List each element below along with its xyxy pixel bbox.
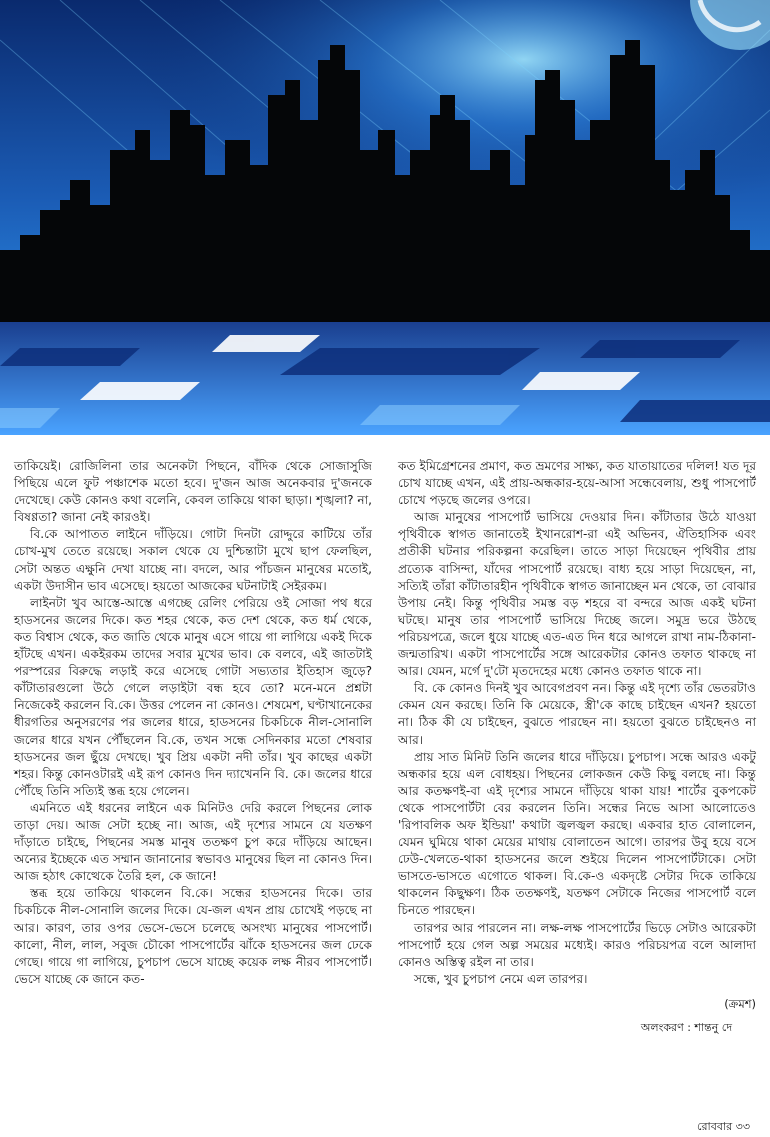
paragraph: এমনিতে এই ধরনের লাইনে এক মিনিটও দেরি করলে পিছনের লোক তাড়া দেয়। আজ সেটা হচ্ছে না। আজ, এই দৃশ্যের সামনে যে যতক্ষণ দাঁড়াতে চাইছে, পিছনের সমস্ত মানুষ ততক্ষণ চুপ করে দাঁড়িয়ে আছেন। অন্যের ইচ্ছেকে এত সম্মান জানানোর স্বভাবও মানুষের ছিল না কোনও দিন। আজ হঠাৎ কোত্থেকে তৈরি হল, কে জানে! — [14, 800, 372, 884]
paragraph: বি. কে কোনও দিনই খুব আবেগপ্রবণ নন। কিন্তু এই দৃশ্যে তাঁর ভেতরটাও কেমন যেন করছে। তিনি কি মেয়েকে, স্ত্রী'কে কাছে চাইছেন এখন? হয়তো না। ঠিক কী যে চাইছেন, বুঝতে পারছেন না। হয়তো বুঝতে চাইছেনও না আর। — [398, 681, 756, 747]
paragraph: লাইনটা খুব আস্তে-আস্তে এগচ্ছে রেলিং পেরিয়ে ওই সোজা পথ ধরে হাডসনের জলের দিকে। কত শহর থেকে, কত দেশ থেকে, কত ধর্ম থেকে, কত বিশ্বাস থেকে, কত জাতি থেকে মানুষ এসে গায়ে গা লাগিয়ে একই দিকে হাঁটছে এখন। একইরকম তাদের সবার মুখের ভাব। কে বলবে, এই জাতটাই পরস্পরের বিরুদ্ধে লড়াই করে এসেছে গোটা সভ্যতার ইতিহাস জুড়ে? কাঁটাতারগুলো উঠে গেলে লড়াইটা বন্ধ হবে তো? মনে-মনে প্রশ্নটা নিজেকেই করলেন বি.কে। উত্তর পেলেন না কোনও। শেষমেশ, ঘণ্টাখানেকের ধীরগতির অনুসরণের পর জলের ধারে, হাডসনের চিকচিকে নীল-সোনালি জলের ধারে যখন পৌঁছলেন বি.কে, তখন সন্ধে সেদিনকার মতো শেষবার হাডসনের জল ছুঁয়ে দেখছে। খুব প্রিয় একটা নদী তাঁর। খুব কাছের একটা শহর। কিন্তু কোনওটারই এই রূপ কোনও দিন দ্যাখেননি বি. কে। জলের ধারে পৌঁছে তিনি সত্যিই স্তব্ধ হয়ে গেলেন। — [14, 595, 372, 798]
article-left-column — [14, 458, 372, 988]
continued-note: (ক্রমশ) — [724, 996, 756, 1011]
page-folio: রোববার ৩৩ — [697, 1120, 750, 1133]
paragraph: কত ইমিগ্রেশনের প্রমাণ, কত ভ্রমণের সাক্ষ্য, কত যাতায়াতের দলিল! যত দূর চোখ যাচ্ছে এখন, এই প্রায়-অন্ধকার-হয়ে-আসা সন্ধেবেলায়, শুধু পাসপোর্ট চোখে পড়ছে জলের ওপরে। — [398, 459, 756, 508]
paragraph: প্রায় সাত মিনিট তিনি জলের ধারে দাঁড়িয়ে। চুপচাপ। সন্ধে আরও একটু অন্ধকার হয়ে এল বোধহয়। পিছনের লোকজন কেউ কিছু বলছে না। কিন্তু আর কতক্ষণই-বা এই দৃশ্যের সামনে দাঁড়িয়ে থাকা যায়! শার্টের বুকপকেট থেকে পাসপোর্টটা বের করলেন তিনি। সন্ধের নিভে আসা আলোতেও 'রিপাবলিক অফ ইন্ডিয়া' কথাটা জ্বলজ্বল করছে। একবার হাত বোলালেন, যেমন ঘুমিয়ে থাকা মেয়ের মাথায় বোলাতেন আগে। তারপর উবু হয়ে বসে ঢেউ-খেলতে-থাকা হাডসনের জলে শুইয়ে দিলেন পাসপোর্টটাকে। সেটা ভাসতে-ভাসতে এগোতে থাকল। বি.কে-ও একদৃষ্টে সেটার দিকে তাকিয়ে থাকলেন কিছুক্ষণ। ঠিক ততক্ষণই, যতক্ষণ সেটাকে নিজের পাসপোর্ট বলে চিনতে পারছেন। — [398, 749, 756, 918]
paragraph: স্তব্ধ হয়ে তাকিয়ে থাকলেন বি.কে। সন্ধের হাডসনের দিকে। তার চিকচিকে নীল-সোনালি জলের দিকে। যে-জল এখন প্রায় চোখেই পড়ছে না আর। কারণ, তার ওপর ভেসে-ভেসে চলেছে অসংখ্য মানুষের পাসপোর্ট। কালো, নীল, লাল, সবুজ চৌকো পাসপোর্টের ঝাঁকে হাডসনের জল ঢেকে গেছে। গায়ে গা লাগিয়ে, চুপচাপ ভেসে যাচ্ছে কয়েক লক্ষ নীরব পাসপোর্ট। ভেসে যাচ্ছে কে জানে কত- — [14, 886, 372, 986]
paragraph: বি.কে আপাতত লাইনে দাঁড়িয়ে। গোটা দিনটা রোদ্দুরে কাটিয়ে তাঁর চোখ-মুখ তেতে রয়েছে। সকাল থেকে যে দুশ্চিন্তাটা মুখে ছাপ ফেলছিল, সেটা অন্তত এক্ষুনি দেখা যাচ্ছে না। বদলে, আর পাঁচজন মানুষের মতোই, একটা উদাসীন ভাব এসেছে। হয়তো আজকের ঘটনাটাই সেইরকম। — [14, 527, 372, 593]
city-skyline-image — [0, 0, 770, 435]
paragraph: তাকিয়েই। রোজিলিনা তার অনেকটা পিছনে, বাঁদিক থেকে সোজাসুজি পিছিয়ে এলে ফুট পঞ্চাশেক মতো হবে। দু'জন আজ অনেকবার দু'জনকে দেখেছে। কেউ কোনও কথা বলেনি, কেবল তাকিয়ে থাকা ছাড়া। শৃঙ্খলা? না, বিষণ্ণতা? জানা নেই কারওই। — [14, 459, 372, 525]
hero-illustration — [0, 0, 770, 435]
article-right-column — [398, 458, 756, 1036]
illustration-credit: অলংকরণ : শান্তনু দে — [640, 1021, 732, 1034]
paragraph: তারপর আর পারলেন না। লক্ষ-লক্ষ পাসপোর্টের ভিড়ে সেটাও আরেকটা পাসপোর্ট হয়ে গেল অল্প সময়ের মধ্যেই। কারও পরিচয়পত্র বলে আলাদা কোনও অস্তিত্ব রইল না তার। — [398, 920, 756, 969]
paragraph: সন্ধে, খুব চুপচাপ নেমে এল তারপর। — [414, 971, 588, 986]
paragraph: আজ মানুষের পাসপোর্ট ভাসিয়ে দেওয়ার দিন। কাঁটাতার উঠে যাওয়া পৃথিবীকে স্বাগত জানাতেই ইখানরোশ-রা এই অভিনব, ঐতিহাসিক এবং প্রতীকী ঘটনার পরিকল্পনা করেছিল। তাতে সাড়া দিয়েছেন পৃথিবীর প্রায় প্রত্যেক বাসিন্দা, যাঁদের পাসপোর্ট রয়েছে। বাধ্য হয়ে সাড়া দিয়েছেন, না, সত্যিই তাঁরা কাঁটাতারহীন পৃথিবীকে স্বাগত জানাচ্ছেন মন থেকে, তা বোঝার উপায় নেই। কিন্তু পৃথিবীর সমস্ত বড় শহরে বা বন্দরে আজ একই ঘটনা ঘটছে। মানুষ তার পাসপোর্ট ভাসিয়ে দিচ্ছে জলে। সমুদ্র ভরে উঠছে পরিচয়পত্রে, জলে ধুয়ে যাচ্ছে এত-এত দিন ধরে আগলে রাখা নাম-ঠিকানা-জন্মতারিখ। একটা পাসপোর্টের সঙ্গে আরেকটার কোনও তফাত থাকছে না আর। যেমন, মর্গে দু'টো মৃতদেহের মধ্যে কোনও তফাত থাকে না। — [398, 510, 756, 679]
